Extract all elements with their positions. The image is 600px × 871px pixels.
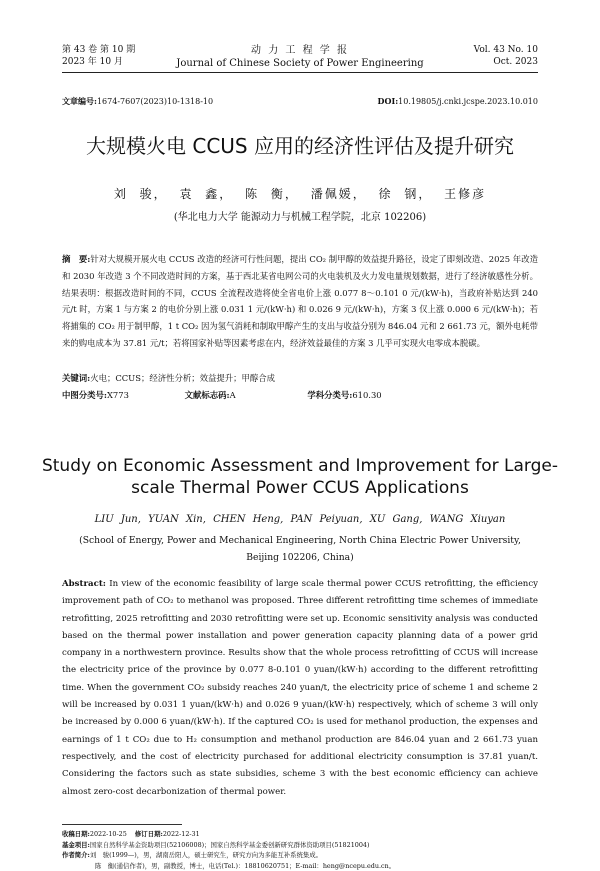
article-number-label: 文章编号: [62,96,97,106]
affiliation-cn: (华北电力大学 能源动力与机械工程学院，北京 102206) [173,212,427,223]
header-volume-en [474,44,538,68]
revised-date: 2022-12-31 [162,830,200,838]
received-label: 收稿日期: [62,830,90,838]
header-volume-cn: 第 43 卷 第 10 期 [62,45,136,55]
footnote-author [62,850,538,861]
abstract-en-text: In view of the economic feasibility of large scale thermal power CCUS retrofitting, the efficiency improvement path of CO₂ to methanol was proposed. Three different retrofitting time schemes of immediate retrofitting, 2025 retrofitting and 2030 retrofitting were set up. Economic sensitivity analysis was conducted based on the thermal power installation and power generation capacity planning data of a power grid company in a northwestern province. Results show that the whole process retrofitting of CCUS will increase the electricity price of the province by 0.077 8-0.101 0 yuan/(kW·h) according to the different retrofitting time. When the government CO₂ subsidy reaches 240 yuan/t, the electricity price of scheme 1 and scheme 2 will be increased by 0.031 1 yuan/(kW·h) and 0.026 9 yuan/(kW·h) respectively, which of scheme 3 will only be increased by 0.000 6 yuan/(kW·h). If the captured CO₂ is used for methanol production, the expenses and earnings of 1 t CO₂ due to H₂ consumption and methanol production are 846.04 yuan and 2 661.73 yuan respectively, and the cost of electricity purchased for additional electricity consumption is 37.81 yuan/t. Considering the factors such as state subsidies, scheme 3 with the best economic efficiency can achieve almost zero-cost decarbonization of thermal power. [62,579,538,797]
footnote [62,829,538,871]
keywords-cn-text: 火电；CCUS；经济性分析；效益提升；甲醇合成 [90,373,275,383]
keywords-cn-label: 关键词: [62,373,91,383]
abstract-en-label: Abstract: [62,579,106,589]
footnote-dates [62,829,538,840]
header-volume [62,44,135,68]
author-bio-text: 刘 骏(1999—)，男，湖南岳阳人，硕士研究生，研究方向为多能互补系统集成。 [89,851,323,859]
header-date-en: Oct. 2023 [493,57,538,67]
doc-code-label: 文献标志码: [184,390,230,400]
classification-cn [62,389,382,401]
doi [378,96,538,106]
fund-text: 国家自然科学基金资助项目(52106008)；国家自然科学基金委创新研究群体资助项目(51821004) [89,840,370,849]
affiliation-en: (School of Energy, Power and Mechanical Engineering, North China Electric Power University, Beijing 102206, China) [79,535,521,563]
article-number-value: 1674-7607(2023)10-1318-10 [96,97,214,106]
journal-name-en: Journal of Chinese Society of Power Engineering [176,58,424,69]
author-bio-label: 作者简介: [62,851,90,859]
title-cn: 大规模火电 CCUS 应用的经济性评估及提升研究 [86,134,514,158]
subject-code-label: 学科分类号: [307,390,353,400]
article-number [62,96,213,107]
doi-label: DOI: [377,96,399,106]
abstract-cn-text: 针对大规模开展火电 CCUS 改造的经济可行性问题，提出 CO₂ 制甲醇的效益提升路径，设定了即刻改造、2025 年改造和 2030 年改造 3 个不同改造时间的方案，基于西北某省电网公司的火电装机及火力发电量规划数据，进行了经济敏感性分析。结果表明：根据改造时间的不同，CCUS 全流程改造将使全省电价上涨 0.077 8～0.101 0 元/(kW·h)，当政府补贴达到 240 元/t 时，方案 1 与方案 2 的电价分别上涨 0.031 1 元/(kW·h) 和 0.026 9 元/(kW·h)，方案 3 仅上涨 0.000 6 元/(kW·h)；若将捕集的 CO₂ 用于制甲醇，1 t CO₂ 因为氢气消耗和制取甲醇产生的支出与收益分别为 846.04 元和 2 661.73 元，额外电耗带来的购电成本为 37.81 元/t；若将国家补贴等因素考虑在内，经济效益最佳的方案 3 几乎可实现火电零成本脱碳。 [62,254,538,348]
revised-label: 修订日期: [134,830,163,838]
clc-value: X773 [106,390,129,400]
abstract-cn [62,251,538,352]
title-en: Study on Economic Assessment and Improvement for Large-scale Thermal Power CCUS Applications [41,456,559,498]
doc-code-value: A [229,390,236,400]
fund-label: 基金项目: [62,840,90,849]
journal-name-cn: 动 力 工 程 学 报 [251,45,349,56]
received-date: 2022-10-25 [89,830,127,838]
header-vol-en: Vol. 43 No. 10 [473,45,538,55]
header-date-cn: 2023 年 10 月 [62,57,123,67]
doi-value: 10.19805/j.cnki.jcspe.2023.10.010 [398,97,538,106]
clc-label: 中图分类号: [62,390,107,400]
keywords-cn [62,372,275,384]
header-rule [62,72,538,73]
footnote-rule [62,824,182,825]
footnote-fund [62,840,538,851]
abstract-cn-label: 摘 要: [62,254,91,264]
footnote-corresponding [62,861,538,871]
abstract-en [62,576,538,801]
authors-en: LIU Jun, YUAN Xin, CHEN Heng, PAN Peiyuan, XU Gang, WANG Xiuyan [94,514,506,525]
subject-code-value: 610.30 [352,390,382,400]
authors-cn: 刘 骏， 袁 鑫， 陈 衡， 潘佩媛， 徐 钢， 王修彦 [113,187,487,201]
journal-name [150,44,450,70]
corresponding-author-text: 陈 衡(通信作者)，男，副教授，博士，电话(Tel.)：18810620751；E-mail：heng@ncepu.edu.cn。 [95,861,396,870]
